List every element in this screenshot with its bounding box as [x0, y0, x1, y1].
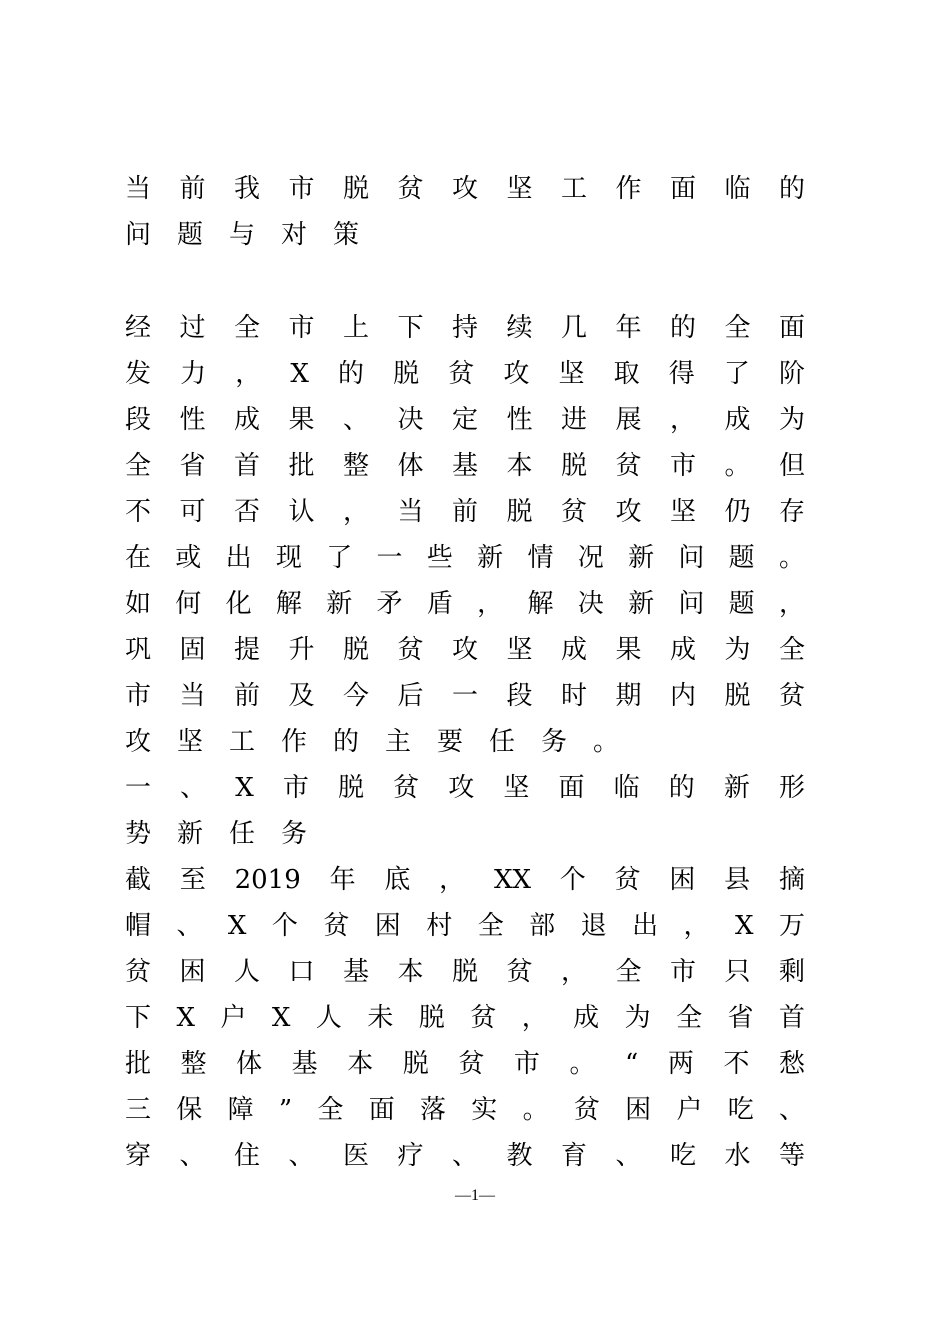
- title-line-1: 当前我市脱贫攻坚工作面临的: [125, 174, 805, 204]
- body-line: 帽、X个贫困村全部退出，X万: [125, 911, 805, 941]
- body-line: 市当前及今后一段时期内脱贫: [125, 681, 805, 711]
- body-line: 如何化解新矛盾，解决新问题，: [125, 589, 805, 619]
- body-line: 发力，X的脱贫攻坚取得了阶: [125, 359, 805, 389]
- body-line: 穿、住、医疗、教育、吃水等: [125, 1141, 805, 1171]
- section-heading-line-1: 一、X市脱贫攻坚面临的新形: [125, 773, 805, 803]
- body-line: 段性成果、决定性进展，成为: [125, 405, 805, 435]
- body-line: 截至2019年底，XX个贫困县摘: [125, 865, 805, 895]
- body-line: 在或出现了一些新情况新问题。: [125, 543, 805, 573]
- body-line: 经过全市上下持续几年的全面: [125, 313, 805, 343]
- body-line: 全省首批整体基本脱贫市。但: [125, 451, 805, 481]
- body-line: 巩固提升脱贫攻坚成果成为全: [125, 635, 805, 665]
- document-body: [125, 305, 805, 1179]
- body-line: 批整体基本脱贫市。“两不愁: [125, 1049, 805, 1079]
- section-heading-line-2: 势新任务: [125, 819, 334, 849]
- body-line: 下X户X人未脱贫，成为全省首: [125, 1003, 805, 1033]
- body-line: 贫困人口基本脱贫，全市只剩: [125, 957, 805, 987]
- body-line: 不可否认，当前脱贫攻坚仍存: [125, 497, 805, 527]
- body-line: 攻坚工作的主要任务。: [125, 727, 646, 757]
- page-number: —1—: [455, 1187, 495, 1204]
- document-title: [125, 166, 805, 258]
- title-line-2: 问题与对策: [125, 220, 386, 250]
- body-line: 三保障”全面落实。贫困户吃、: [125, 1095, 805, 1125]
